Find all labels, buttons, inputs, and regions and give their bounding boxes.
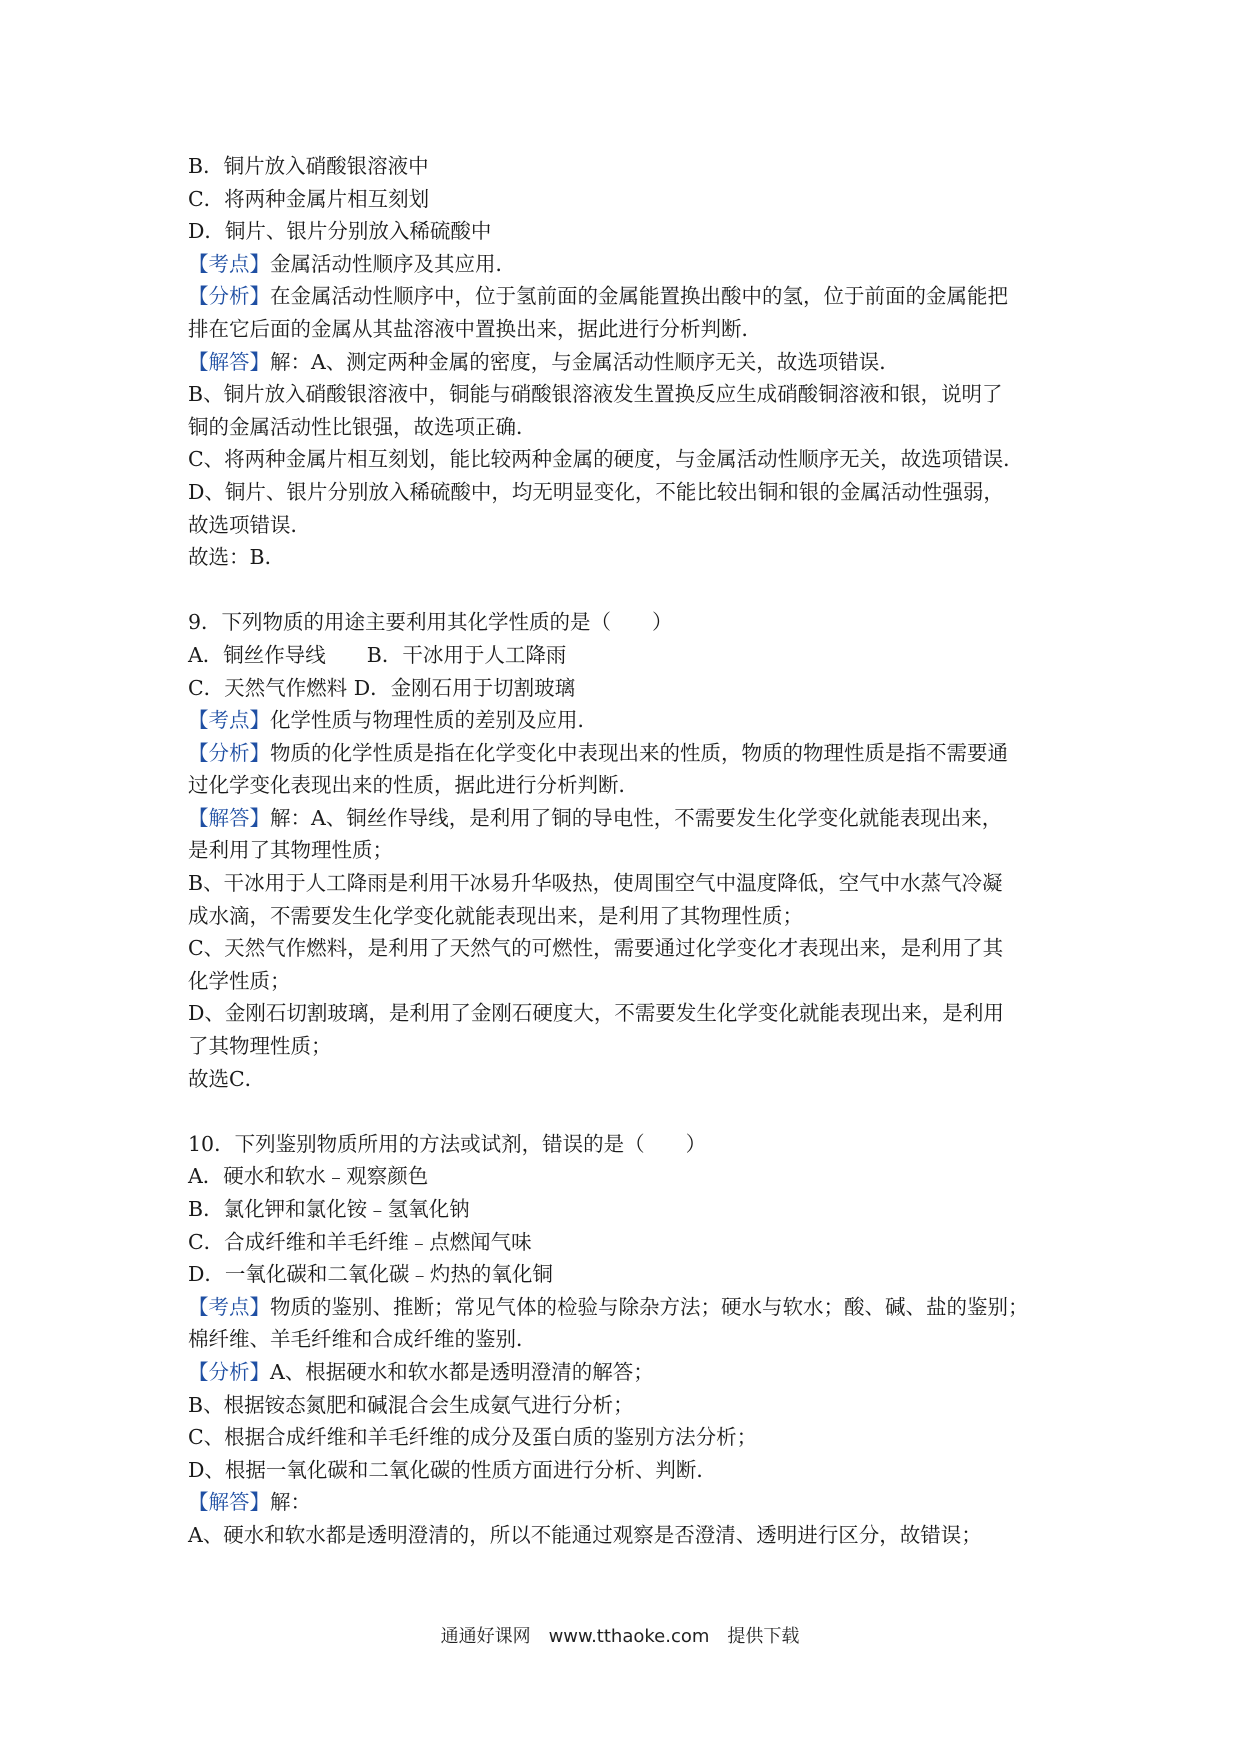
jieda-tag: 【解答】 (188, 805, 270, 830)
q10-stem: 10．下列鉴别物质所用的方法或试剂，错误的是（ ） (188, 1131, 707, 1156)
q8-jieda (188, 346, 1068, 379)
q9-jieda-line-7: D、金刚石切割玻璃，是利用了金刚石硬度大，不需要发生化学变化就能表现出来，是利用 (188, 1001, 1004, 1026)
q8-kaodian (188, 248, 1068, 281)
jieda-tag: 【解答】 (188, 349, 270, 374)
q8-jieda-line-2: B、铜片放入硝酸银溶液中，铜能与硝酸银溶液发生置换反应生成硝酸铜溶液和银，说明了 (188, 382, 1003, 407)
kaodian-tag: 【考点】 (188, 1294, 270, 1319)
q10-fenxi (188, 1356, 1068, 1389)
q9-fenxi-line-2: 过化学变化表现出来的性质，据此进行分析判断． (188, 773, 639, 798)
q9-jieda-line-6: 化学性质； (188, 968, 291, 993)
q10-jieda-text: 解： (270, 1490, 311, 1515)
q10-fenxi-line-2: B、根据铵态氮肥和碱混合会生成氨气进行分析； (188, 1392, 634, 1417)
q9-jieda-line-8: 了其物理性质； (188, 1034, 332, 1059)
kaodian-tag: 【考点】 (188, 251, 270, 276)
q8-fenxi-line-2: 排在它后面的金属从其盐溶液中置换出来，据此进行分析判断． (188, 316, 762, 341)
q9-kaodian (188, 704, 1068, 737)
q10-kaodian-text: 物质的鉴别、推断；常见气体的检验与除杂方法；硬水与软水；酸、碱、盐的鉴别； (270, 1294, 1029, 1319)
q10-jieda-line-2: A、硬水和软水都是透明澄清的，所以不能通过观察是否澄清、透明进行区分，故错误； (188, 1522, 982, 1547)
spacer (188, 574, 1068, 607)
q8-jieda-line-5: D、铜片、银片分别放入稀硫酸中，均无明显变化，不能比较出铜和银的金属活动性强弱， (188, 479, 1004, 504)
q8-jieda-line-4: C、将两种金属片相互刻划，能比较两种金属的硬度，与金属活动性顺序无关，故选项错误． (188, 447, 1024, 472)
q9-jieda-line-4: 成水滴，不需要发生化学变化就能表现出来，是利用了其物理性质； (188, 903, 803, 928)
q10-kaodian-line-2: 棉纤维、羊毛纤维和合成纤维的鉴别． (188, 1327, 537, 1352)
spacer (188, 1095, 1068, 1128)
q10-option-c: C．合成纤维和羊毛纤维﹣点燃闻气味 (188, 1229, 532, 1254)
q9-options-ab: A．铜丝作导线 B．干冰用于人工降雨 (188, 642, 567, 667)
q10-fenxi-line-3: C、根据合成纤维和羊毛纤维的成分及蛋白质的鉴别方法分析； (188, 1425, 758, 1450)
q10-jieda (188, 1486, 1068, 1519)
q8-option-d: D．铜片、银片分别放入稀硫酸中 (188, 219, 492, 244)
q8-jieda-text: 解：A、测定两种金属的密度，与金属活动性顺序无关，故选项错误． (270, 349, 900, 374)
q9-stem: 9．下列物质的用途主要利用其化学性质的是（ ） (188, 610, 673, 635)
fenxi-tag: 【分析】 (188, 284, 270, 309)
q10-fenxi-line-4: D、根据一氧化碳和二氧化碳的性质方面进行分析、判断． (188, 1457, 717, 1482)
q8-kaodian-text: 金属活动性顺序及其应用． (270, 251, 516, 276)
q8-jieda-line-6: 故选项错误． (188, 512, 311, 537)
document-body (188, 150, 1068, 1552)
q10-option-b: B．氯化钾和氯化铵﹣氢氧化钠 (188, 1197, 470, 1221)
q8-answer: 故选：B． (188, 545, 286, 570)
q9-fenxi (188, 737, 1068, 770)
q10-option-a: A．硬水和软水﹣观察颜色 (188, 1164, 429, 1189)
q8-fenxi (188, 280, 1068, 313)
q8-option-c: C．将两种金属片相互刻划 (188, 186, 430, 211)
q9-jieda-line-3: B、干冰用于人工降雨是利用干冰易升华吸热，使周围空气中温度降低，空气中水蒸气冷凝 (188, 871, 1003, 896)
q10-option-d: D．一氧化碳和二氧化碳﹣灼热的氧化铜 (188, 1262, 553, 1287)
q9-jieda-line-2: 是利用了其物理性质； (188, 838, 393, 863)
q9-kaodian-text: 化学性质与物理性质的差别及应用． (270, 708, 598, 733)
fenxi-tag: 【分析】 (188, 1359, 270, 1384)
q8-fenxi-text: 在金属活动性顺序中，位于氢前面的金属能置换出酸中的氢，位于前面的金属能把 (270, 284, 1008, 309)
q9-jieda (188, 802, 1068, 835)
q9-options-cd: C．天然气作燃料 D．金刚石用于切割玻璃 (188, 675, 576, 700)
q9-jieda-line-5: C、天然气作燃料，是利用了天然气的可燃性，需要通过化学变化才表现出来，是利用了其 (188, 936, 1004, 961)
q8-jieda-line-3: 铜的金属活动性比银强，故选项正确． (188, 414, 537, 439)
q10-kaodian (188, 1291, 1068, 1324)
q9-fenxi-text: 物质的化学性质是指在化学变化中表现出来的性质，物质的物理性质是指不需要通 (270, 740, 1008, 765)
q8-option-b: B．铜片放入硝酸银溶液中 (188, 154, 429, 178)
fenxi-tag: 【分析】 (188, 740, 270, 765)
q9-jieda-text: 解：A、铜丝作导线，是利用了铜的导电性，不需要发生化学变化就能表现出来， (270, 805, 1003, 830)
jieda-tag: 【解答】 (188, 1490, 270, 1515)
q9-answer: 故选C． (188, 1066, 266, 1091)
q10-fenxi-text: A、根据硬水和软水都是透明澄清的解答； (270, 1359, 654, 1384)
page-footer: 通通好课网 www.tthaoke.com 提供下载 (440, 1626, 800, 1647)
kaodian-tag: 【考点】 (188, 708, 270, 733)
